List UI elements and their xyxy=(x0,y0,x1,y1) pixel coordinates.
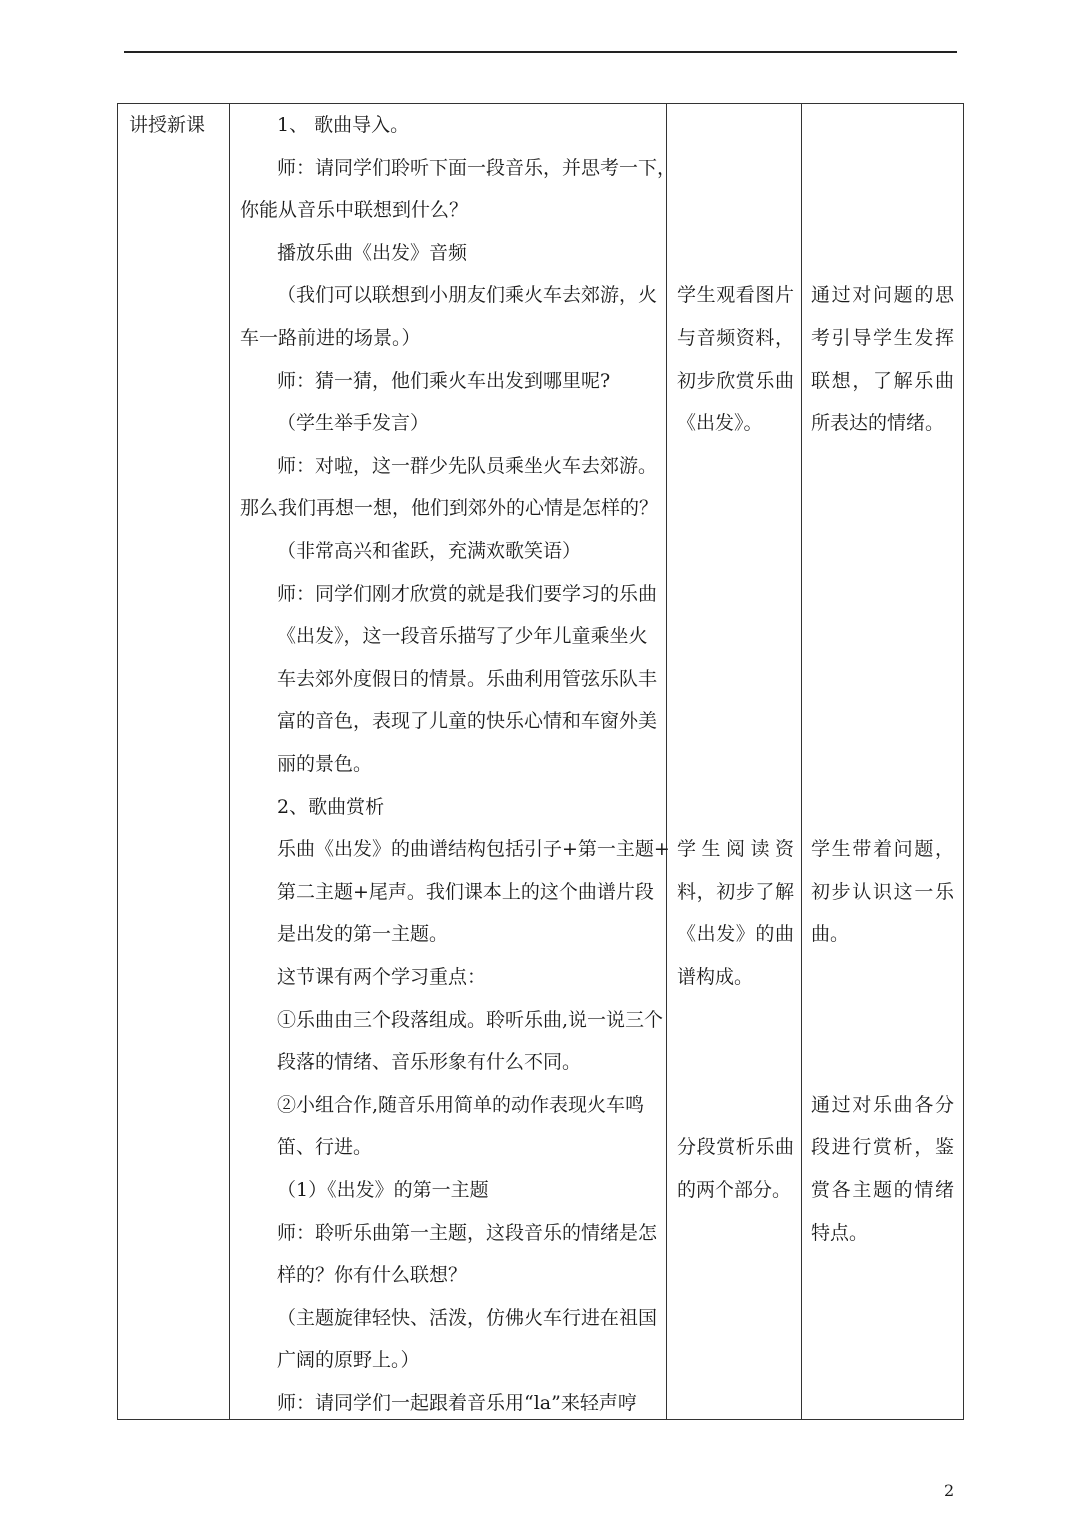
content-line: （学生举手发言） xyxy=(277,412,430,435)
content-line: 2、歌曲赏析 xyxy=(277,795,385,818)
teaching-content-cell xyxy=(230,104,677,1420)
activity-line: 初步欣赏乐曲 xyxy=(677,369,794,392)
content-line: 富的音色，表现了儿童的快乐心情和车窗外美 xyxy=(277,710,658,733)
intent-block xyxy=(811,828,954,956)
intent-line: 赏各主题的情绪 xyxy=(811,1178,954,1201)
intent-block xyxy=(811,1084,954,1254)
table-row xyxy=(118,104,964,1420)
content-line: 播放乐曲《出发》音频 xyxy=(277,241,468,264)
content-line: 《出发》，这一段音乐描写了少年儿童乘坐火 xyxy=(277,625,648,648)
intent-line: 通过对问题的思 xyxy=(811,284,954,307)
intent-line: 通过对乐曲各分 xyxy=(811,1093,954,1116)
content-line: 1、 歌曲导入。 xyxy=(277,114,410,136)
content-line: 师：猜一猜，他们乘火车出发到哪里呢? xyxy=(277,369,611,392)
activity-block xyxy=(677,274,794,444)
content-line: ①乐曲由三个段落组成。聆听乐曲,说一说三个 xyxy=(277,1008,664,1031)
intent-line: 特点。 xyxy=(811,1221,869,1244)
student-activity xyxy=(667,104,801,1419)
content-line: （1）《出发》的第一主题 xyxy=(277,1179,489,1201)
content-line: 师：聆听乐曲第一主题，这段音乐的情绪是怎 xyxy=(277,1221,658,1244)
activity-block xyxy=(677,1126,794,1211)
lesson-plan-table xyxy=(117,103,964,1420)
content-line: 是出发的第一主题。 xyxy=(277,923,449,946)
content-line: 车去郊外度假日的情景。乐曲利用管弦乐队丰 xyxy=(277,667,658,690)
content-line: 师：请同学们一起跟着音乐用“la”来轻声哼 xyxy=(277,1392,637,1414)
intent-line: 所表达的情绪。 xyxy=(811,412,945,435)
activity-line: 与音频资料， xyxy=(677,326,794,349)
content-line: 乐曲《出发》的曲谱结构包括引子+第一主题+ xyxy=(277,838,670,861)
activity-line: 分段赏析乐曲 xyxy=(677,1136,794,1159)
activity-line: 谱构成。 xyxy=(677,965,754,988)
activity-line: 《出发》的曲 xyxy=(677,923,794,946)
activity-line: 学生阅读资 xyxy=(677,838,794,861)
intent-line: 学生带着问题， xyxy=(811,838,954,861)
activity-block xyxy=(677,828,794,998)
page-number: 2 xyxy=(944,1481,955,1500)
teaching-content xyxy=(230,104,677,1419)
content-line: （非常高兴和雀跃，充满欢歌笑语） xyxy=(277,540,582,562)
content-line: 段落的情绪、音乐形象有什么不同。 xyxy=(277,1051,582,1074)
section-label-cell xyxy=(118,104,230,1420)
content-line: 你能从音乐中联想到什么？ xyxy=(240,199,469,222)
content-line: 丽的景色。 xyxy=(277,753,373,775)
content-line: 第二主题+尾声。我们课本上的这个曲谱片段 xyxy=(277,880,654,903)
intent-line: 考引导学生发挥 xyxy=(811,326,954,349)
content-line: （我们可以联想到小朋友们乘火车去郊游，火 xyxy=(277,284,658,307)
activity-line: 料，初步了解 xyxy=(677,880,794,903)
content-line: 笛、行进。 xyxy=(277,1136,373,1159)
section-label: 讲授新课 xyxy=(129,114,206,136)
activity-line: 《出发》。 xyxy=(677,412,763,435)
content-line: 那么我们再想一想，他们到郊外的心情是怎样的？ xyxy=(240,497,659,520)
activity-line: 学生观看图片 xyxy=(677,284,794,307)
intent-block xyxy=(811,274,954,444)
content-line: 车一路前进的场景。） xyxy=(240,327,421,349)
content-line: （主题旋律轻快、活泼，仿佛火车行进在祖国 xyxy=(277,1306,658,1329)
design-intent xyxy=(802,104,963,1419)
design-intent-cell xyxy=(802,104,964,1420)
activity-line: 的两个部分。 xyxy=(677,1178,792,1201)
content-line: 广阔的原野上。） xyxy=(277,1349,420,1372)
content-line: 样的？你有什么联想？ xyxy=(277,1264,468,1287)
content-line: 师：同学们刚才欣赏的就是我们要学习的乐曲 xyxy=(277,582,658,605)
content-line: 师：请同学们聆听下面一段音乐，并思考一下， xyxy=(277,156,677,179)
content-line: ②小组合作,随音乐用简单的动作表现火车鸣 xyxy=(277,1093,645,1116)
header-rule xyxy=(124,51,957,53)
student-activity-cell xyxy=(667,104,802,1420)
intent-line: 联想，了解乐曲 xyxy=(811,369,954,392)
content-line: 这节课有两个学习重点： xyxy=(277,966,487,988)
intent-line: 段进行赏析，鉴 xyxy=(811,1136,954,1159)
intent-line: 曲。 xyxy=(811,923,850,946)
content-line: 师：对啦，这一群少先队员乘坐火车去郊游。 xyxy=(277,454,658,477)
intent-line: 初步认识这一乐 xyxy=(811,880,954,903)
